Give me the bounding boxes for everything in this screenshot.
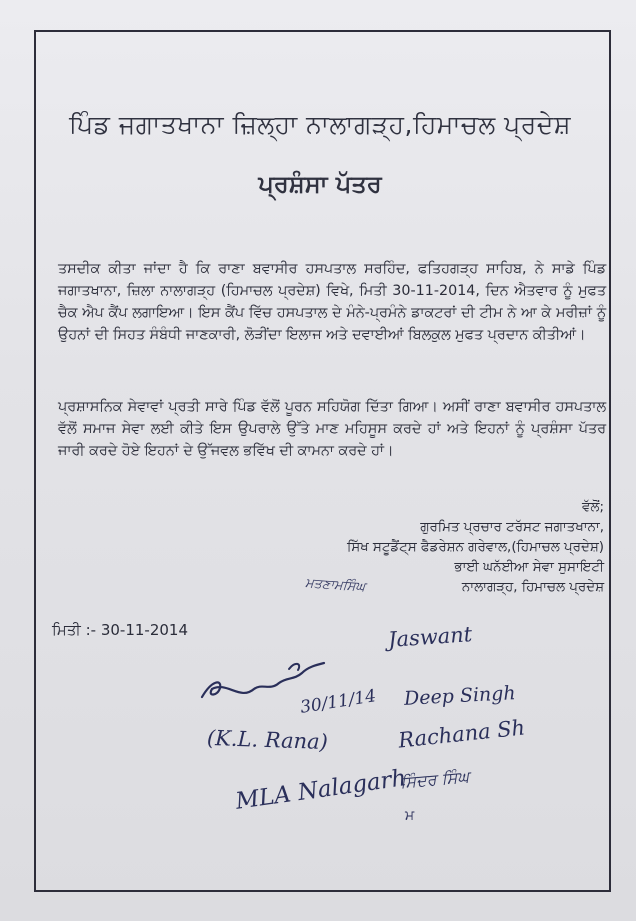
signature-jaswant: Jaswant — [387, 622, 473, 652]
scribble-loop — [289, 664, 299, 670]
signature-deep: Deep Singh — [403, 682, 517, 710]
date-line — [52, 621, 188, 639]
signature-punjabi-small: ਮਤਣਾਮਸਿੰਘ — [304, 575, 366, 596]
signature-kl-rana: (K.L. Rana) — [206, 725, 329, 755]
sender-label: ਵੱਲੋਂ; — [582, 500, 604, 515]
signature-date: 30/11/14 — [298, 686, 378, 718]
scribble-stroke — [202, 663, 324, 697]
signature-mark: ਮ — [405, 808, 415, 824]
body-paragraph-2: ਪ੍ਰਸ਼ਾਸਨਿਕ ਸੇਵਾਵਾਂ ਪ੍ਰਤੀ ਸਾਰੇ ਪਿੰਡ ਵੱਲੋਂ ਪੂਰਨ ਸਹਿਯੋਗ ਦਿੱਤਾ ਗਿਆ। ਅਸੀਂ ਰਾਣਾ ਬਵਾਸੀਰ ਹਸਪਤਾਲ ਵੱਲੋਂ ਸਮਾਜ ਸੇਵਾ ਲਈ ਕੀਤੇ ਇਸ ਉਪਰਾਲੇ ਉੱਤੇ ਮਾਣ ਮਹਿਸੂਸ ਕਰਦੇ ਹਾਂ ਅਤੇ ਇਹਨਾਂ ਨੂੰ ਪ੍ਰਸ਼ੰਸਾ ਪੱਤਰ ਜਾਰੀ ਕਰਦੇ ਹੋਏ ਇਹਨਾਂ ਦੇ ਉੱਜਵਲ ਭਵਿੱਖ ਦੀ ਕਾਮਨਾ ਕਰਦੇ ਹਾਂ। — [58, 399, 606, 459]
village-heading: ਪਿੰਡ ਜਗਾਤਖਾਨਾ ਜ਼ਿਲ੍ਹਾ ਨਾਲਾਗੜ੍ਹ,ਹਿਮਾਚਲ ਪ੍ਰਦੇਸ਼ — [68, 110, 572, 139]
certificate-title: ਪ੍ਰਸ਼ੰਸਾ ਪੱਤਰ — [258, 170, 382, 198]
sender-line-3: ਭਾਈ ਘਨੱਈਆ ਸੇਵਾ ਸੁਸਾਇਟੀ — [454, 560, 604, 575]
body-paragraph-1: ਤਸਦੀਕ ਕੀਤਾ ਜਾਂਦਾ ਹੈ ਕਿ ਰਾਣਾ ਬਵਾਸੀਰ ਹਸਪਤਾਲ ਸਰਹਿੰਦ, ਫਤਿਹਗੜ੍ਹ ਸਾਹਿਬ, ਨੇ ਸਾਡੇ ਪਿੰਡ ਜਗਾਤਖਾਨਾ, ਜ਼ਿਲਾ ਨਾਲਾਗੜ੍ਹ (ਹਿਮਾਚਲ ਪ੍ਰਦੇਸ਼) ਵਿਖੇ, ਮਿਤੀ 30-11-2014, ਦਿਨ ਐਤਵਾਰ ਨੂੰ ਮੁਫਤ ਚੈਕ ਐਪ ਕੈਂਪ ਲਗਾਇਆ। ਇਸ ਕੈਂਪ ਵਿੱਚ ਹਸਪਤਾਲ ਦੇ ਮੰਨੇ-ਪ੍ਰਮੰਨੇ ਡਾਕਟਰਾਂ ਦੀ ਟੀਮ ਨੇ ਆ ਕੇ ਮਰੀਜ਼ਾਂ ਨੂੰ ਉਹਨਾਂ ਦੀ ਸਿਹਤ ਸੰਬੰਧੀ ਜਾਣਕਾਰੀ, ਲੋੜੀਂਦਾ ਇਲਾਜ ਅਤੇ ਦਵਾਈਆਂ ਬਿਲਕੁਲ ਮੁਫਤ ਪ੍ਰਦਾਨ ਕੀਤੀਆਂ। — [58, 261, 606, 343]
signature-rachana: Rachana Sh — [397, 715, 527, 753]
signature-punjabi-large: ਸਿੰਦਰ ਸਿੰਘ — [399, 767, 470, 792]
date-value: 30-11-2014 — [100, 621, 189, 639]
signature-mla: MLA Nalagarh — [234, 765, 408, 815]
sender-line-1: ਗੁਰਮਿਤ ਪ੍ਰਚਾਰ ਟਰੱਸਟ ਜਗਾਤਖਾਨਾ, — [420, 520, 604, 535]
handwritten-scribble — [192, 655, 332, 715]
sender-line-2: ਸਿੱਖ ਸਟੂਡੈਂਟ੍ਸ ਫੈਡਰੇਸ਼ਨ ਗਰੇਵਾਲ,(ਹਿਮਾਚਲ ਪ੍ਰਦੇਸ਼) — [346, 540, 604, 555]
date-label: ਮਿਤੀ :- — [52, 621, 97, 639]
sender-line-4: ਨਾਲਾਗੜ੍ਹ, ਹਿਮਾਚਲ ਪ੍ਰਦੇਸ਼ — [461, 580, 604, 595]
